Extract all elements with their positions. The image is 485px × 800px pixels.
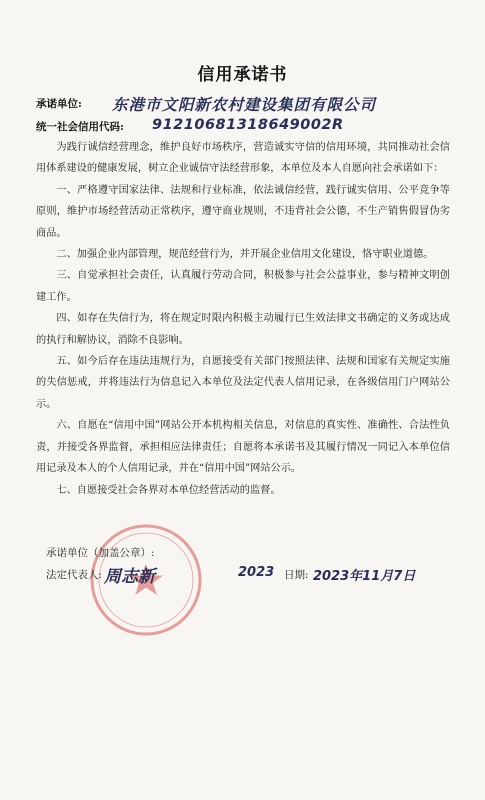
date-handwritten: 2023年11月7日 (313, 569, 416, 584)
unit-stamp-label: 承诺单位（加盖公章）: (46, 547, 155, 559)
paragraph-intro: 为践行诚信经营理念，维护良好市场秩序，营造诚实守信的信用环境，共同推动社会信用体系建设的健康发展，树立企业诚信守法经营形象，本单位及本人自愿向社会承诺如下： (36, 142, 450, 175)
credit-code-handwritten: 91210681318649002R (152, 117, 344, 133)
credit-code-label: 统一社会信用代码: (36, 121, 124, 133)
commitment-body (36, 137, 450, 501)
paragraph-4: 四、如存在失信行为，将在规定时限内积极主动履行已生效法律文书确定的义务或达成的执行和解协议，消除不良影响。 (36, 313, 450, 346)
paragraph-6: 六、自愿在“信用中国”网站公开本机构相关信息，对信息的真实性、准确性、合法性负责，并接受各界监督，承担相应法律责任；自愿将本承诺书及其履行情况一同记入本单位信用记录及本人的个人信用记录，并在“信用中国”网站公示。 (36, 420, 450, 475)
paragraph-7: 七、自愿接受社会各界对本单位经营活动的监督。 (56, 484, 281, 496)
paragraph-1: 一、严格遵守国家法律、法规和行业标准，依法诚信经营，践行诚实信用、公平竞争等原则，维护市场经营活动正常秩序，遵守商业规则，不违背社会公德，不生产销售假冒伪劣商品。 (36, 184, 450, 239)
paragraph-3: 三、自觉承担社会责任，认真履行劳动合同，积极参与社会公益事业，参与精神文明创建工作。 (36, 270, 450, 303)
paragraph-2: 二、加强企业内部管理，规范经营行为，并开展企业信用文化建设，恪守职业道德。 (56, 249, 434, 261)
year-handwritten: 2023 (238, 565, 275, 580)
paragraph-5: 五、如今后存在违法违规行为，自愿接受有关部门按照法律、法规和国家有关规定实施的失信惩戒，并将违法行为信息记入本单位及法定代表人信用记录，在各级信用门户网站公示。 (36, 356, 450, 410)
document-title: 信用承诺书 (197, 65, 288, 85)
legal-rep-signature: 周志新 (104, 567, 155, 587)
unit-label: 承诺单位: (36, 98, 82, 110)
legal-rep-label: 法定代表人: (46, 569, 103, 581)
date-label: 日期: (284, 569, 309, 581)
unit-name-handwritten: 东港市文阳新农村建设集团有限公司 (112, 96, 377, 114)
